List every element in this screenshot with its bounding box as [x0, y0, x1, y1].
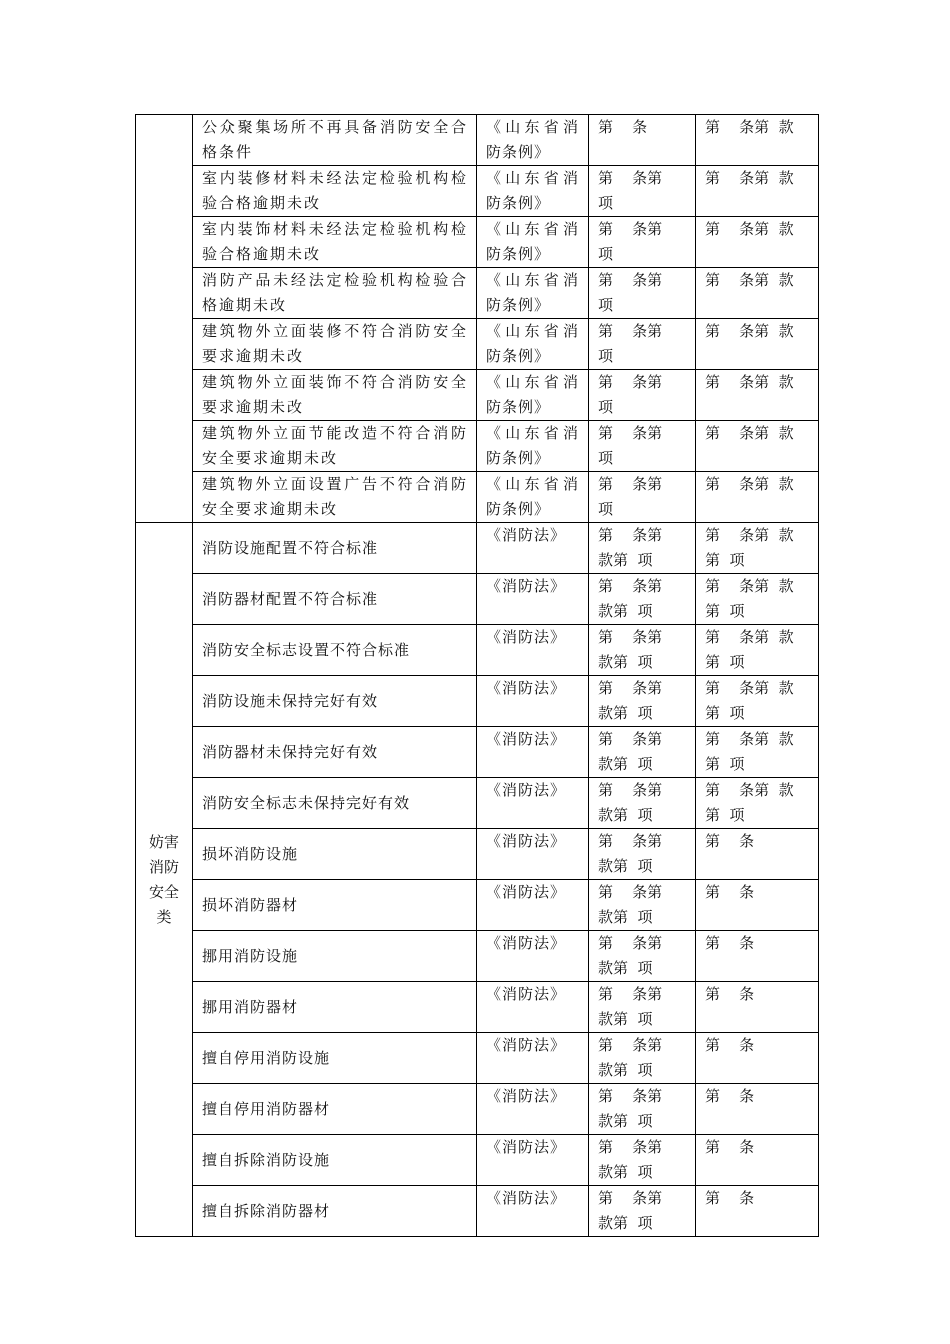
legal-basis-line: 防条例》: [486, 347, 551, 365]
penalty-line: 第 条: [705, 883, 755, 901]
legal-basis-line: 《山东省消: [486, 373, 580, 391]
provision-line: 款第 项: [598, 1163, 653, 1181]
table-row: [136, 268, 819, 319]
violated-provision: [589, 727, 696, 778]
violation-description: 建筑物外立面设置广告不符合消防安全要求逾期未改: [193, 472, 477, 523]
legal-basis: 《消防法》: [477, 1186, 589, 1237]
penalty-provision: [696, 1186, 819, 1237]
penalty-line: 第 条: [705, 934, 755, 952]
penalty-line: 第 条第 款: [705, 577, 794, 595]
provision-line: 项: [598, 398, 614, 416]
provision-line: 第 条: [598, 118, 648, 136]
violation-description: 消防安全标志设置不符合标准: [193, 625, 477, 676]
legal-basis: 《消防法》: [477, 574, 589, 625]
legal-basis-line: 《山东省消: [486, 424, 580, 442]
penalty-provision: [696, 166, 819, 217]
violation-description: 消防器材配置不符合标准: [193, 574, 477, 625]
table-row: [136, 931, 819, 982]
provision-line: 款第 项: [598, 1010, 653, 1028]
legal-basis: 《消防法》: [477, 1135, 589, 1186]
provision-line: 第 条第: [598, 730, 663, 748]
provision-line: 第 条第: [598, 1036, 663, 1054]
penalty-line: 第 条: [705, 1087, 755, 1105]
legal-basis: 《消防法》: [477, 880, 589, 931]
provision-line: 第 条第: [598, 985, 663, 1003]
penalty-line: 第 项: [705, 806, 745, 824]
legal-basis: 《消防法》: [477, 676, 589, 727]
violated-provision: [589, 166, 696, 217]
violation-description: 公众聚集场所不再具备消防安全合格条件: [193, 115, 477, 166]
penalty-provision: [696, 115, 819, 166]
penalty-provision: [696, 421, 819, 472]
table-row: [136, 1186, 819, 1237]
violation-description: 消防产品未经法定检验机构检验合格逾期未改: [193, 268, 477, 319]
penalty-line: 第 条: [705, 1036, 755, 1054]
table-row: [136, 523, 819, 574]
category-cell: [136, 523, 193, 1237]
penalty-provision: [696, 778, 819, 829]
provision-line: 款第 项: [598, 1112, 653, 1130]
penalty-line: 第 条第 款: [705, 730, 794, 748]
penalty-provision: [696, 523, 819, 574]
table-row: [136, 319, 819, 370]
penalty-line: 第 项: [705, 755, 745, 773]
violated-provision: [589, 1033, 696, 1084]
legal-basis-line: 防条例》: [486, 143, 551, 161]
penalty-line: 第 条第 款: [705, 526, 794, 544]
penalty-provision: [696, 982, 819, 1033]
table-row: [136, 829, 819, 880]
table-row: [136, 166, 819, 217]
table-row: [136, 676, 819, 727]
violation-description: 挪用消防设施: [193, 931, 477, 982]
penalty-line: 第 条第 款: [705, 424, 794, 442]
penalty-line: 第 项: [705, 704, 745, 722]
legal-basis: 《消防法》: [477, 931, 589, 982]
violation-description: 消防设施配置不符合标准: [193, 523, 477, 574]
provision-line: 项: [598, 245, 614, 263]
provision-line: 项: [598, 347, 614, 365]
table-row: [136, 115, 819, 166]
category-label: 妨害消防安全类: [148, 832, 179, 926]
provision-line: 第 条第: [598, 883, 663, 901]
penalty-line: 第 条第 款: [705, 220, 794, 238]
table-row: [136, 880, 819, 931]
penalty-line: 第 条第 款: [705, 322, 794, 340]
provision-line: 第 条第: [598, 373, 663, 391]
legal-basis-line: 《山东省消: [486, 271, 580, 289]
legal-basis-line: 《山东省消: [486, 220, 580, 238]
legal-basis: [477, 421, 589, 472]
legal-basis-line: 防条例》: [486, 194, 551, 212]
penalty-line: 第 条第 款: [705, 781, 794, 799]
legal-basis-line: 《山东省消: [486, 118, 580, 136]
penalty-line: 第 条第 款: [705, 373, 794, 391]
provision-line: 第 条第: [598, 628, 663, 646]
penalty-line: 第 条第 款: [705, 118, 794, 136]
provision-line: 款第 项: [598, 551, 653, 569]
violation-description: 建筑物外立面装饰不符合消防安全要求逾期未改: [193, 370, 477, 421]
violation-description: 擅自停用消防设施: [193, 1033, 477, 1084]
table-row: [136, 625, 819, 676]
table-row: [136, 982, 819, 1033]
violation-description: 挪用消防器材: [193, 982, 477, 1033]
legal-basis: 《消防法》: [477, 1033, 589, 1084]
table-row: [136, 1135, 819, 1186]
violated-provision: [589, 472, 696, 523]
penalty-line: 第 条第 款: [705, 628, 794, 646]
legal-basis-line: 防条例》: [486, 245, 551, 263]
penalty-provision: [696, 1084, 819, 1135]
provision-line: 款第 项: [598, 704, 653, 722]
penalty-provision: [696, 319, 819, 370]
table-row: [136, 421, 819, 472]
violated-provision: [589, 625, 696, 676]
legal-basis: [477, 472, 589, 523]
regulation-table-body: [136, 115, 819, 1237]
provision-line: 第 条第: [598, 1138, 663, 1156]
penalty-line: 第 条: [705, 985, 755, 1003]
regulation-table: [135, 114, 819, 1237]
provision-line: 第 条第: [598, 220, 663, 238]
violated-provision: [589, 217, 696, 268]
penalty-provision: [696, 931, 819, 982]
penalty-provision: [696, 880, 819, 931]
legal-basis: [477, 217, 589, 268]
penalty-provision: [696, 1135, 819, 1186]
provision-line: 款第 项: [598, 857, 653, 875]
penalty-line: 第 条: [705, 1138, 755, 1156]
provision-line: 款第 项: [598, 1214, 653, 1232]
violation-description: 建筑物外立面节能改造不符合消防安全要求逾期未改: [193, 421, 477, 472]
provision-line: 第 条第: [598, 169, 663, 187]
penalty-line: 第 项: [705, 653, 745, 671]
provision-line: 第 条第: [598, 934, 663, 952]
violated-provision: [589, 676, 696, 727]
provision-line: 第 条第: [598, 832, 663, 850]
legal-basis: [477, 115, 589, 166]
provision-line: 第 条第: [598, 1087, 663, 1105]
violated-provision: [589, 778, 696, 829]
penalty-provision: [696, 676, 819, 727]
violated-provision: [589, 982, 696, 1033]
penalty-provision: [696, 268, 819, 319]
table-row: [136, 370, 819, 421]
penalty-provision: [696, 1033, 819, 1084]
penalty-line: 第 条: [705, 1189, 755, 1207]
provision-line: 款第 项: [598, 653, 653, 671]
table-row: [136, 472, 819, 523]
penalty-provision: [696, 217, 819, 268]
provision-line: 款第 项: [598, 806, 653, 824]
table-row: [136, 1084, 819, 1135]
violation-description: 建筑物外立面装修不符合消防安全要求逾期未改: [193, 319, 477, 370]
violated-provision: [589, 1186, 696, 1237]
violation-description: 损坏消防器材: [193, 880, 477, 931]
provision-line: 第 条第: [598, 679, 663, 697]
violation-description: 室内装修材料未经法定检验机构检验合格逾期未改: [193, 166, 477, 217]
legal-basis: 《消防法》: [477, 727, 589, 778]
violated-provision: [589, 829, 696, 880]
penalty-provision: [696, 370, 819, 421]
table-row: [136, 727, 819, 778]
violated-provision: [589, 268, 696, 319]
provision-line: 项: [598, 194, 614, 212]
legal-basis: 《消防法》: [477, 625, 589, 676]
violation-description: 擅自拆除消防设施: [193, 1135, 477, 1186]
legal-basis: [477, 166, 589, 217]
violation-description: 消防安全标志未保持完好有效: [193, 778, 477, 829]
penalty-provision: [696, 727, 819, 778]
legal-basis: 《消防法》: [477, 523, 589, 574]
penalty-provision: [696, 625, 819, 676]
violated-provision: [589, 574, 696, 625]
provision-line: 款第 项: [598, 908, 653, 926]
violation-description: 消防设施未保持完好有效: [193, 676, 477, 727]
provision-line: 款第 项: [598, 755, 653, 773]
provision-line: 项: [598, 500, 614, 518]
legal-basis: 《消防法》: [477, 778, 589, 829]
provision-line: 第 条第: [598, 475, 663, 493]
legal-basis-line: 防条例》: [486, 398, 551, 416]
violated-provision: [589, 1084, 696, 1135]
legal-basis-line: 防条例》: [486, 296, 551, 314]
provision-line: 第 条第: [598, 577, 663, 595]
legal-basis: [477, 370, 589, 421]
penalty-provision: [696, 829, 819, 880]
table-row: [136, 778, 819, 829]
legal-basis-line: 《山东省消: [486, 169, 580, 187]
table-row: [136, 1033, 819, 1084]
provision-line: 款第 项: [598, 602, 653, 620]
provision-line: 第 条第: [598, 1189, 663, 1207]
violated-provision: [589, 421, 696, 472]
penalty-provision: [696, 574, 819, 625]
legal-basis-line: 《山东省消: [486, 322, 580, 340]
provision-line: 款第 项: [598, 959, 653, 977]
penalty-line: 第 项: [705, 551, 745, 569]
violated-provision: [589, 880, 696, 931]
violated-provision: [589, 319, 696, 370]
violated-provision: [589, 1135, 696, 1186]
provision-line: 第 条第: [598, 781, 663, 799]
provision-line: 项: [598, 296, 614, 314]
penalty-line: 第 条第 款: [705, 679, 794, 697]
provision-line: 第 条第: [598, 526, 663, 544]
legal-basis-line: 防条例》: [486, 500, 551, 518]
violated-provision: [589, 115, 696, 166]
provision-line: 第 条第: [598, 271, 663, 289]
violation-description: 消防器材未保持完好有效: [193, 727, 477, 778]
penalty-line: 第 条第 款: [705, 475, 794, 493]
category-cell-blank: [136, 115, 193, 523]
table-row: [136, 574, 819, 625]
violation-description: 室内装饰材料未经法定检验机构检验合格逾期未改: [193, 217, 477, 268]
penalty-line: 第 项: [705, 602, 745, 620]
legal-basis: [477, 268, 589, 319]
provision-line: 第 条第: [598, 424, 663, 442]
violation-description: 损坏消防设施: [193, 829, 477, 880]
violation-description: 擅自停用消防器材: [193, 1084, 477, 1135]
provision-line: 第 条第: [598, 322, 663, 340]
legal-basis: 《消防法》: [477, 829, 589, 880]
legal-basis-line: 《山东省消: [486, 475, 580, 493]
legal-basis-line: 防条例》: [486, 449, 551, 467]
violation-description: 擅自拆除消防器材: [193, 1186, 477, 1237]
penalty-line: 第 条第 款: [705, 271, 794, 289]
violated-provision: [589, 931, 696, 982]
penalty-line: 第 条第 款: [705, 169, 794, 187]
penalty-provision: [696, 472, 819, 523]
legal-basis: [477, 319, 589, 370]
penalty-line: 第 条: [705, 832, 755, 850]
legal-basis: 《消防法》: [477, 1084, 589, 1135]
violated-provision: [589, 370, 696, 421]
legal-basis: 《消防法》: [477, 982, 589, 1033]
provision-line: 项: [598, 449, 614, 467]
provision-line: 款第 项: [598, 1061, 653, 1079]
table-row: [136, 217, 819, 268]
violated-provision: [589, 523, 696, 574]
